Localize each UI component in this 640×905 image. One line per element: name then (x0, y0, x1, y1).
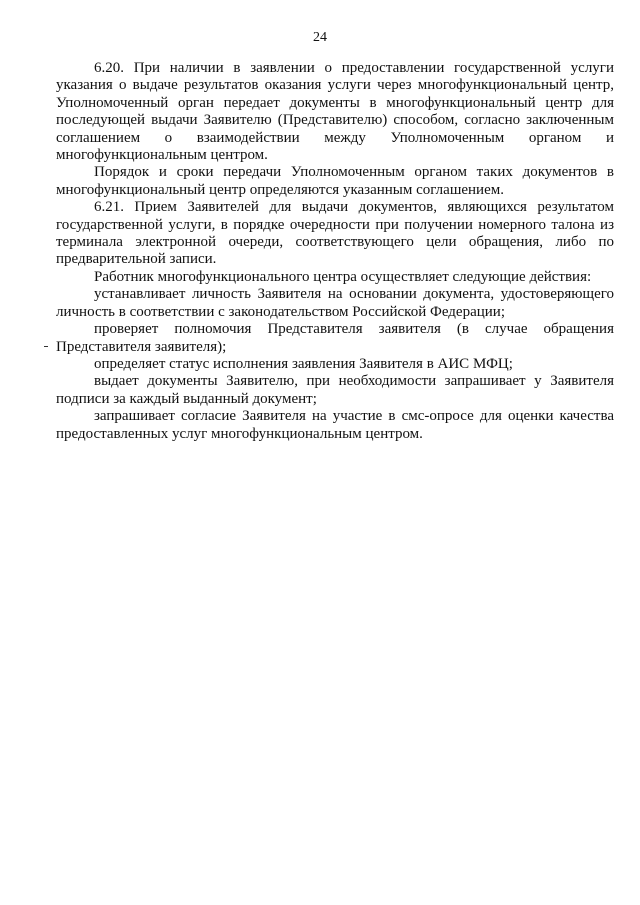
page-number: 24 (313, 30, 327, 45)
action-identify-applicant: устанавливает личность Заявителя на основании документа, удостоверяющего личность в соответствии с законодательством Российской Федерации; (56, 286, 614, 320)
margin-mark (44, 346, 48, 347)
paragraph-mfc-actions: Работник многофункционального центра осуществляет следующие действия: (94, 268, 592, 285)
paragraph-6-21: 6.21. Прием Заявителей для выдачи документов, являющихся результатом государственной услуги, в порядке очередности при получении номерного талона из терминала электронной очереди, соответствующего цели обращения, либо по предварительной записи. (56, 199, 614, 268)
action-issue-documents: выдает документы Заявителю, при необходимости запрашивает у Заявителя подписи за каждый выданный документ; (56, 373, 614, 407)
action-request-consent: запрашивает согласие Заявителя на участие в смс-опросе для оценки качества предоставленных услуг многофункциональным центром. (56, 408, 614, 442)
paragraph-6-20: 6.20. При наличии в заявлении о предоставлении государственной услуги указания о выдаче результатов оказания услуги через многофункциональный центр, Уполномоченный орган передает документы в многофункциональный центр для последующей выдачи Заявителю (Представителю) способом, согласно заключенным соглашением о взаимодействии между Уполномоченным органом и многофункциональным центром. (56, 60, 614, 164)
paragraph-transfer-order: Порядок и сроки передачи Уполномоченным органом таких документов в многофункциональный центр определяются указанным соглашением. (56, 164, 614, 198)
action-determine-status: определяет статус исполнения заявления Заявителя в АИС МФЦ; (94, 355, 513, 372)
document-body (56, 60, 614, 443)
action-check-authority: проверяет полномочия Представителя заявителя (в случае обращения Представителя заявителя); (56, 321, 614, 355)
